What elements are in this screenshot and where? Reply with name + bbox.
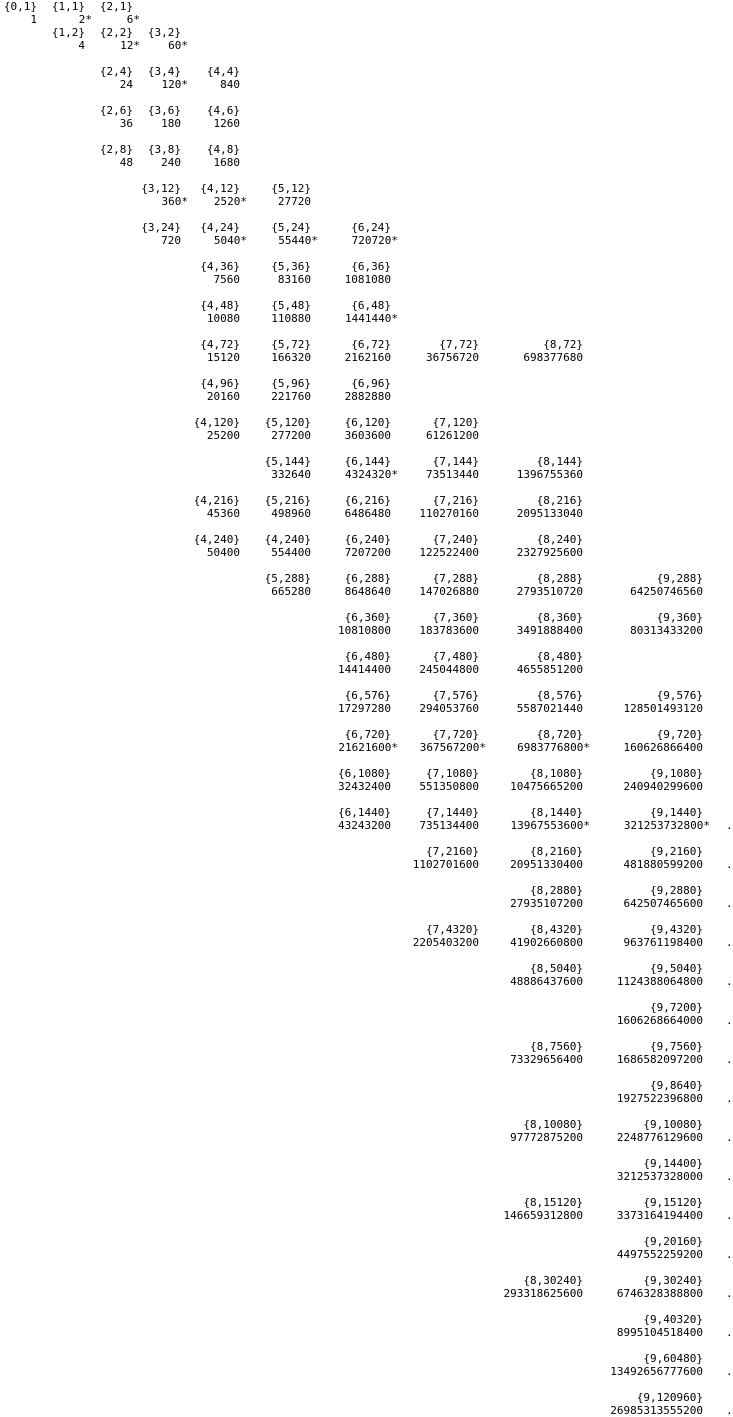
cell-label: {8,480}	[536, 650, 583, 663]
cell-value: 21621600*	[338, 741, 398, 754]
cell-value: 110880	[271, 312, 311, 325]
cell-value: 735134400	[419, 819, 479, 832]
cell-value: 122522400	[419, 546, 479, 559]
cell-label: {9,360}	[656, 611, 703, 624]
table-cell-8-288	[473, 572, 583, 598]
table-cell-4-8	[130, 143, 240, 169]
cell-value: 332640	[271, 468, 311, 481]
continuation-dot: .	[726, 1326, 733, 1339]
cell-label: {9,40320}	[643, 1313, 703, 1326]
table-cell-9-360	[593, 611, 703, 637]
cell-value: 6746328388800	[616, 1287, 703, 1300]
cell-label: {5,96}	[271, 377, 311, 390]
cell-label: {9,1440}	[650, 806, 703, 819]
cell-value: 10475665200	[510, 780, 583, 793]
cell-label: {8,4320}	[530, 923, 583, 936]
cell-value: 293318625600	[503, 1287, 583, 1300]
continuation-dot: .	[726, 1053, 733, 1066]
cell-value: 3603600	[344, 429, 391, 442]
cell-label: {5,288}	[264, 572, 311, 585]
cell-value: 7560	[213, 273, 240, 286]
table-cell-6-96	[281, 377, 391, 403]
cell-value: 36756720	[426, 351, 479, 364]
cell-value: 6486480	[344, 507, 391, 520]
cell-label: {9,2880}	[650, 884, 703, 897]
cell-label: {9,4320}	[650, 923, 703, 936]
cell-label: {7,1080}	[426, 767, 479, 780]
cell-label: {5,12}	[271, 182, 311, 195]
continuation-dot: .	[726, 1248, 733, 1261]
cell-value: 1686582097200	[616, 1053, 703, 1066]
continuation-dot: .	[726, 975, 733, 988]
cell-value: 240	[161, 156, 181, 169]
table-cell-8-720	[473, 728, 590, 754]
cell-label: {9,7200}	[650, 1001, 703, 1014]
cell-value: 17297280	[338, 702, 391, 715]
cell-value: 2095133040	[516, 507, 583, 520]
cell-label: {9,30240}	[643, 1274, 703, 1287]
cell-label: {5,120}	[264, 416, 311, 429]
cell-value: 245044800	[419, 663, 479, 676]
cell-label: {7,576}	[432, 689, 479, 702]
cell-value: 12*	[120, 39, 140, 52]
cell-label: {7,360}	[432, 611, 479, 624]
table-cell-8-30240	[473, 1274, 583, 1300]
cell-label: {6,24}	[351, 221, 391, 234]
cell-value: 1124388064800	[616, 975, 703, 988]
cell-value: 183783600	[419, 624, 479, 637]
cell-value: 7207200	[344, 546, 391, 559]
cell-label: {6,288}	[344, 572, 391, 585]
cell-label: {9,14400}	[643, 1157, 703, 1170]
table-cell-8-216	[473, 494, 583, 520]
cell-label: {6,120}	[344, 416, 391, 429]
cell-label: {5,48}	[271, 299, 311, 312]
cell-value: 642507465600	[623, 897, 703, 910]
table-cell-8-240	[473, 533, 583, 559]
cell-label: {6,576}	[344, 689, 391, 702]
table-cell-7-576	[369, 689, 479, 715]
cell-value: 20951330400	[510, 858, 583, 871]
table-cell-7-720	[369, 728, 486, 754]
cell-label: {4,240}	[264, 533, 311, 546]
cell-label: {8,2880}	[530, 884, 583, 897]
table-cell-7-288	[369, 572, 479, 598]
table-cell-9-15120	[593, 1196, 703, 1222]
table-cell-8-15120	[473, 1196, 583, 1222]
cell-label: {8,15120}	[523, 1196, 583, 1209]
cell-label: {8,576}	[536, 689, 583, 702]
table-cell-7-480	[369, 650, 479, 676]
cell-label: {9,288}	[656, 572, 703, 585]
continuation-dot: .	[726, 1014, 733, 1027]
continuation-dot: .	[726, 1404, 733, 1417]
cell-value: 4497552259200	[616, 1248, 703, 1261]
cell-value: 50400	[206, 546, 240, 559]
cell-label: {7,4320}	[426, 923, 479, 936]
cell-value: 80313433200	[630, 624, 703, 637]
continuation-dot: .	[726, 1209, 733, 1222]
cell-value: 2520*	[213, 195, 247, 208]
cell-value: 2205403200	[412, 936, 479, 949]
cell-label: {8,1440}	[530, 806, 583, 819]
cell-value: 367567200*	[419, 741, 486, 754]
cell-value: 36	[119, 117, 133, 130]
cell-label: {4,4}	[206, 65, 240, 78]
table-cell-8-480	[473, 650, 583, 676]
table-cell-3-2	[71, 26, 188, 52]
cell-label: {5,24}	[271, 221, 311, 234]
cell-label: {9,2160}	[650, 845, 703, 858]
table-cell-8-10080	[473, 1118, 583, 1144]
cell-value: 147026880	[419, 585, 479, 598]
cell-value: 2*	[78, 13, 92, 26]
table-cell-9-60480	[593, 1352, 703, 1378]
cell-label: {2,2}	[99, 26, 133, 39]
cell-value: 240940299600	[623, 780, 703, 793]
cell-label: {7,720}	[432, 728, 479, 741]
cell-label: {6,480}	[344, 650, 391, 663]
table-cell-9-4320	[593, 923, 703, 949]
cell-label: {4,36}	[200, 260, 240, 273]
cell-value: 45360	[206, 507, 240, 520]
cell-value: 1081080	[344, 273, 391, 286]
cell-label: {2,1}	[99, 0, 133, 13]
cell-label: {6,144}	[344, 455, 391, 468]
cell-value: 1102701600	[412, 858, 479, 871]
cell-value: 3212537328000	[616, 1170, 703, 1183]
cell-value: 1441440*	[345, 312, 398, 325]
cell-label: {5,72}	[271, 338, 311, 351]
cell-value: 97772875200	[510, 1131, 583, 1144]
cell-label: {9,10080}	[643, 1118, 703, 1131]
cell-label: {4,120}	[193, 416, 240, 429]
table-cell-7-144	[369, 455, 479, 481]
cell-value: 5587021440	[516, 702, 583, 715]
cell-label: {7,1440}	[426, 806, 479, 819]
cell-label: {9,1080}	[650, 767, 703, 780]
cell-value: 61261200	[426, 429, 479, 442]
cell-value: 2793510720	[516, 585, 583, 598]
table-cell-9-288	[593, 572, 703, 598]
table-cell-8-7560	[473, 1040, 583, 1066]
cell-label: {8,10080}	[523, 1118, 583, 1131]
cell-value: 20160	[206, 390, 240, 403]
cell-label: {6,1440}	[338, 806, 391, 819]
cell-value: 120*	[161, 78, 188, 91]
continuation-dot: .	[726, 897, 733, 910]
table-cell-8-2160	[473, 845, 583, 871]
table-cell-9-5040	[593, 962, 703, 988]
cell-value: 166320	[271, 351, 311, 364]
cell-value: 73513440	[426, 468, 479, 481]
cell-label: {9,8640}	[650, 1079, 703, 1092]
cell-value: 64250746560	[630, 585, 703, 598]
cell-label: {8,7560}	[530, 1040, 583, 1053]
cell-label: {9,576}	[656, 689, 703, 702]
cell-value: 554400	[271, 546, 311, 559]
cell-label: {7,2160}	[426, 845, 479, 858]
cell-value: 128501493120	[623, 702, 703, 715]
cell-value: 498960	[271, 507, 311, 520]
cell-value: 3491888400	[516, 624, 583, 637]
continuation-dot: .	[726, 858, 733, 871]
cell-label: {4,8}	[206, 143, 240, 156]
cell-value: 43243200	[338, 819, 391, 832]
table-cell-9-576	[593, 689, 703, 715]
cell-value: 6983776800*	[517, 741, 590, 754]
cell-label: {2,8}	[99, 143, 133, 156]
table-cell-9-20160	[593, 1235, 703, 1261]
cell-value: 2327925600	[516, 546, 583, 559]
table-cell-2-1	[23, 0, 140, 26]
cell-value: 2248776129600	[616, 1131, 703, 1144]
cell-label: {4,6}	[206, 104, 240, 117]
table-cell-9-7560	[593, 1040, 703, 1066]
continuation-dot: .	[726, 1287, 733, 1300]
cell-value: 551350800	[419, 780, 479, 793]
table-cell-9-10080	[593, 1118, 703, 1144]
cell-label: {7,144}	[432, 455, 479, 468]
cell-value: 180	[161, 117, 181, 130]
cell-value: 6*	[126, 13, 140, 26]
cell-value: 698377680	[523, 351, 583, 364]
cell-value: 73329656400	[510, 1053, 583, 1066]
cell-label: {9,7560}	[650, 1040, 703, 1053]
cell-label: {6,36}	[351, 260, 391, 273]
cell-value: 1	[30, 13, 37, 26]
cell-value: 481880599200	[623, 858, 703, 871]
cell-label: {6,96}	[351, 377, 391, 390]
cell-label: {8,288}	[536, 572, 583, 585]
table-cell-7-1080	[369, 767, 479, 793]
cell-label: {2,6}	[99, 104, 133, 117]
cell-label: {9,5040}	[650, 962, 703, 975]
cell-value: 720	[161, 234, 181, 247]
cell-value: 83160	[277, 273, 311, 286]
cell-value: 110270160	[419, 507, 479, 520]
table-cell-8-72	[473, 338, 583, 364]
table-cell-8-576	[473, 689, 583, 715]
cell-label: {2,4}	[99, 65, 133, 78]
cell-value: 277200	[271, 429, 311, 442]
cell-label: {3,2}	[147, 26, 181, 39]
cell-value: 160626866400	[623, 741, 703, 754]
cell-label: {8,1080}	[530, 767, 583, 780]
continuation-dot: .	[726, 1365, 733, 1378]
cell-label: {7,72}	[439, 338, 479, 351]
cell-label: {3,6}	[147, 104, 181, 117]
table-cell-6-48	[281, 299, 398, 325]
cell-value: 26985313555200	[610, 1404, 703, 1417]
table-cell-7-120	[369, 416, 479, 442]
cell-label: {8,216}	[536, 494, 583, 507]
cell-value: 24	[119, 78, 133, 91]
cell-label: {8,72}	[543, 338, 583, 351]
cell-value: 48886437600	[510, 975, 583, 988]
cell-value: 60*	[168, 39, 188, 52]
cell-value: 294053760	[419, 702, 479, 715]
cell-value: 3373164194400	[616, 1209, 703, 1222]
table-cell-8-144	[473, 455, 583, 481]
cell-value: 321253732800*	[623, 819, 710, 832]
table-cell-9-120960	[593, 1391, 703, 1417]
table-cell-9-40320	[593, 1313, 703, 1339]
table-cell-9-8640	[593, 1079, 703, 1105]
cell-label: {6,216}	[344, 494, 391, 507]
table-cell-9-2880	[593, 884, 703, 910]
cell-label: {6,48}	[351, 299, 391, 312]
cell-value: 2162160	[344, 351, 391, 364]
cell-label: {4,96}	[200, 377, 240, 390]
cell-label: {4,216}	[193, 494, 240, 507]
table-cell-7-240	[369, 533, 479, 559]
table-cell-8-360	[473, 611, 583, 637]
cell-label: {4,72}	[200, 338, 240, 351]
cell-value: 10080	[206, 312, 240, 325]
continuation-dot: .	[726, 1131, 733, 1144]
table-cell-8-2880	[473, 884, 583, 910]
table-cell-9-720	[593, 728, 703, 754]
cell-label: {8,30240}	[523, 1274, 583, 1287]
cell-label: {7,120}	[432, 416, 479, 429]
cell-value: 27935107200	[510, 897, 583, 910]
cell-label: {7,480}	[432, 650, 479, 663]
continuation-dot: .	[726, 1092, 733, 1105]
cell-label: {8,5040}	[530, 962, 583, 975]
table-cell-8-4320	[473, 923, 583, 949]
cell-label: {8,240}	[536, 533, 583, 546]
cell-value: 14414400	[338, 663, 391, 676]
cell-label: {8,144}	[536, 455, 583, 468]
continuation-dot: .	[726, 819, 733, 832]
cell-value: 13492656777600	[610, 1365, 703, 1378]
cell-value: 840	[220, 78, 240, 91]
table-cell-8-1440	[473, 806, 590, 832]
cell-label: {7,240}	[432, 533, 479, 546]
cell-label: {6,240}	[344, 533, 391, 546]
cell-label: {7,288}	[432, 572, 479, 585]
cell-label: {5,216}	[264, 494, 311, 507]
table-cell-4-6	[130, 104, 240, 130]
cell-label: {9,60480}	[643, 1352, 703, 1365]
cell-value: 41902660800	[510, 936, 583, 949]
table-cell-9-7200	[593, 1001, 703, 1027]
table-cell-6-36	[281, 260, 391, 286]
table-cell-7-4320	[369, 923, 479, 949]
cell-value: 5040*	[213, 234, 247, 247]
cell-label: {1,1}	[51, 0, 85, 13]
cell-value: 55440*	[278, 234, 318, 247]
cell-label: {9,120960}	[636, 1391, 703, 1404]
cell-label: {6,72}	[351, 338, 391, 351]
cell-label: {3,12}	[141, 182, 181, 195]
cell-label: {9,15120}	[643, 1196, 703, 1209]
cell-value: 8648640	[344, 585, 391, 598]
cell-label: {4,240}	[193, 533, 240, 546]
table-cell-7-72	[369, 338, 479, 364]
cell-value: 8995104518400	[616, 1326, 703, 1339]
cell-label: {5,144}	[264, 455, 311, 468]
cell-label: {6,1080}	[338, 767, 391, 780]
cell-value: 1260	[213, 117, 240, 130]
cell-value: 4	[78, 39, 85, 52]
table-cell-4-4	[130, 65, 240, 91]
continuation-dot: .	[726, 936, 733, 949]
cell-label: {8,720}	[536, 728, 583, 741]
cell-label: {8,2160}	[530, 845, 583, 858]
cell-value: 720720*	[351, 234, 398, 247]
continuation-dot: .	[726, 1170, 733, 1183]
cell-value: 4324320*	[345, 468, 398, 481]
cell-value: 221760	[271, 390, 311, 403]
table-cell-8-5040	[473, 962, 583, 988]
cell-value: 665280	[271, 585, 311, 598]
cell-label: {1,2}	[51, 26, 85, 39]
cell-label: {6,360}	[344, 611, 391, 624]
table-cell-7-216	[369, 494, 479, 520]
cell-label: {8,360}	[536, 611, 583, 624]
table-cell-9-2160	[593, 845, 703, 871]
table-cell-7-1440	[369, 806, 479, 832]
cell-label: {6,720}	[344, 728, 391, 741]
table-cell-7-360	[369, 611, 479, 637]
cell-value: 4655851200	[516, 663, 583, 676]
cell-label: {4,48}	[200, 299, 240, 312]
table-cell-6-24	[281, 221, 398, 247]
cell-value: 15120	[206, 351, 240, 364]
cell-value: 10810800	[338, 624, 391, 637]
cell-value: 1927522396800	[616, 1092, 703, 1105]
cell-value: 1606268664000	[616, 1014, 703, 1027]
cell-label: {5,36}	[271, 260, 311, 273]
cell-value: 1396755360	[516, 468, 583, 481]
table-cell-5-12	[201, 182, 311, 208]
cell-label: {7,216}	[432, 494, 479, 507]
cell-label: {0,1}	[3, 0, 37, 13]
cell-label: {4,24}	[200, 221, 240, 234]
cell-label: {3,4}	[147, 65, 181, 78]
table-cell-9-1440	[593, 806, 710, 832]
cell-label: {3,8}	[147, 143, 181, 156]
cell-label: {9,720}	[656, 728, 703, 741]
cell-value: 13967553600*	[510, 819, 590, 832]
table-cell-9-14400	[593, 1157, 703, 1183]
cell-label: {9,20160}	[643, 1235, 703, 1248]
cell-value: 27720	[277, 195, 311, 208]
cell-value: 146659312800	[503, 1209, 583, 1222]
table-cell-8-1080	[473, 767, 583, 793]
cell-value: 360*	[161, 195, 188, 208]
cell-label: {4,12}	[200, 182, 240, 195]
table-cell-9-30240	[593, 1274, 703, 1300]
cell-value: 48	[119, 156, 133, 169]
cell-value: 2882880	[344, 390, 391, 403]
table-cell-9-1080	[593, 767, 703, 793]
cell-value: 25200	[206, 429, 240, 442]
table-cell-7-2160	[369, 845, 479, 871]
cell-label: {3,24}	[141, 221, 181, 234]
cell-value: 32432400	[338, 780, 391, 793]
cell-value: 1680	[213, 156, 240, 169]
cell-value: 963761198400	[623, 936, 703, 949]
